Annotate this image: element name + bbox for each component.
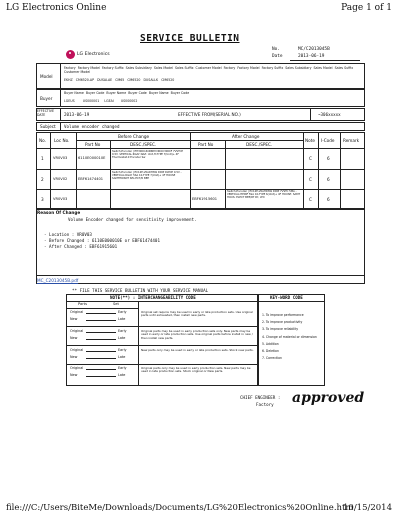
detail-location: - Location : VR0V03 [44,232,92,237]
no-label: No. [272,47,280,52]
buyer-headers: Buyer Name Buyer Code Buyer Name Buyer Code Buyer Name Buyer Code [64,91,190,95]
legend-desc: New parts only may be used in early or late production sets. Stock new parts. [141,348,254,352]
legend-new: New [70,355,78,359]
legend-arrow-icon [86,339,116,340]
legend-arrow-icon [86,369,116,370]
model-label: Model [40,74,53,79]
effective-serial: ~306xxxxx [318,112,341,117]
browser-title: LG Electronics Online [6,3,107,13]
col-part-before: Part No [85,142,101,147]
legend-arrow-icon [86,358,116,359]
col-desc-before: DESC./SPEC. [130,142,157,147]
legend-original: Original [70,329,84,333]
page-indicator: Page 1 of 1 [341,3,392,13]
legend-desc: Original set require may be used in early or late production sets. Use original parts until exhausted, then install new parts. [141,310,253,318]
legend-early: Early [118,310,127,314]
bulletin-title: SERVICE BULLETIN [140,33,240,44]
legend-arrow-icon [86,376,116,377]
model-values: EKHZ CM6520-AP DUSALAE CM65 CM6520 DUSALLK CM6520 [64,78,175,82]
date-label: Date [272,54,283,59]
col-remark: Remark [343,138,360,143]
keyword-list: 1. To improve performance 2. To improve productivity 3. To improve reliability 4. Change of material or dimension 5. Addition 6. Deletion 7. Correction [262,313,317,361]
print-date: 10/15/2014 [343,503,392,513]
chief-engineer-label: CHIEF ENGINEER : [240,395,281,400]
bulletin-date: 2013-06-19 [298,54,325,59]
file-note: ** FILE THIS SERVICE BULLETIN WITH YOUR SERVICE MANUAL [72,288,209,293]
keyword-title: KEY-WORD CODE [270,295,303,300]
col-icode: I-Code [321,138,335,143]
attachment-link[interactable]: MC_C2013045B.pdf [37,278,79,283]
legend-arrow-icon [86,320,116,321]
legend-head-parts: Parts [78,302,87,306]
brand-name: LG Electronics [77,52,110,57]
legend-new: New [70,336,78,340]
legend-new: New [70,373,78,377]
bulletin-number: MC/C2013045B [298,47,330,52]
legend-desc: Original parts only may be used in early production sets. New parts may be used in late production sets. Stock original or New parts. [141,366,251,374]
legend-new: New [70,317,78,321]
factory-label: Factory [256,402,274,407]
table-row: 3 [41,197,44,202]
legend-original: Original [70,310,84,314]
detail-before: - Before Changed : 6110E000010E or EBF61474401 [44,238,160,243]
effective-serial-label: EFFECTIVE FROM(SERIAL NO.) [178,112,241,117]
buyer-label: Buyer [40,96,53,101]
effective-date: 2013-06-19 [64,112,90,117]
reason-label: Reason Of Change [37,210,81,215]
col-note: Note [305,138,315,143]
legend-early: Early [118,366,127,370]
file-url[interactable]: file:///C:/Users/BiteMe/Downloads/Documents/LG%20Electronics%20Online.htm [6,503,354,513]
legend-arrow-icon [86,351,116,352]
legend-arrow-icon [86,332,116,333]
buyer-values: LGEUS US000001 LGEAI US000002 [64,99,138,103]
legend-original: Original [70,366,84,370]
reason-text: Volume Encoder changed for sensitivity improvement. [68,217,197,222]
legend-original: Original [70,348,84,352]
legend-head-set: Set [113,302,119,306]
table-row: 1 [41,156,44,161]
effective-label: EFFECTIVE DATE [37,109,55,117]
subject-text: Volume encoder changed [64,124,120,129]
legend-early: Early [118,348,127,352]
lg-logo-icon [66,50,75,59]
legend-desc: Original parts may be used in early production sets only. New parts may be used in early or late production sets. Use original parts before install in new / then install new parts. [141,329,253,340]
model-headers: Factory Factory Model Factory Suffix Sales Subsidiary Sales Model Sales Suffix Customer Model Factory Factory Model Factory Suffix Sales Subsidiary Sales Model Sales Suffix Customer Model [64,66,354,74]
col-no: No. [39,138,46,143]
legend-late: Late [118,336,126,340]
col-after: After Change [232,134,260,139]
legend-late: Late [118,373,126,377]
legend-title: NOTE(**) : INTERCHANGEABILITY CODE [110,295,196,300]
legend-late: Late [118,355,126,359]
col-desc-after: DESC./SPEC. [246,142,273,147]
legend-arrow-icon [86,313,116,314]
subject-label: Subject [40,124,56,129]
detail-after: - After Changed : EBF61915601 [44,244,118,249]
legend-early: Early [118,329,127,333]
col-before: Before Change [118,134,150,139]
table-row: 2 [41,177,44,182]
legend-late: Late [118,317,126,321]
col-part-after: Part No [198,142,214,147]
approved-signature: approved [292,390,365,406]
col-loc: Loc No. [54,138,70,143]
